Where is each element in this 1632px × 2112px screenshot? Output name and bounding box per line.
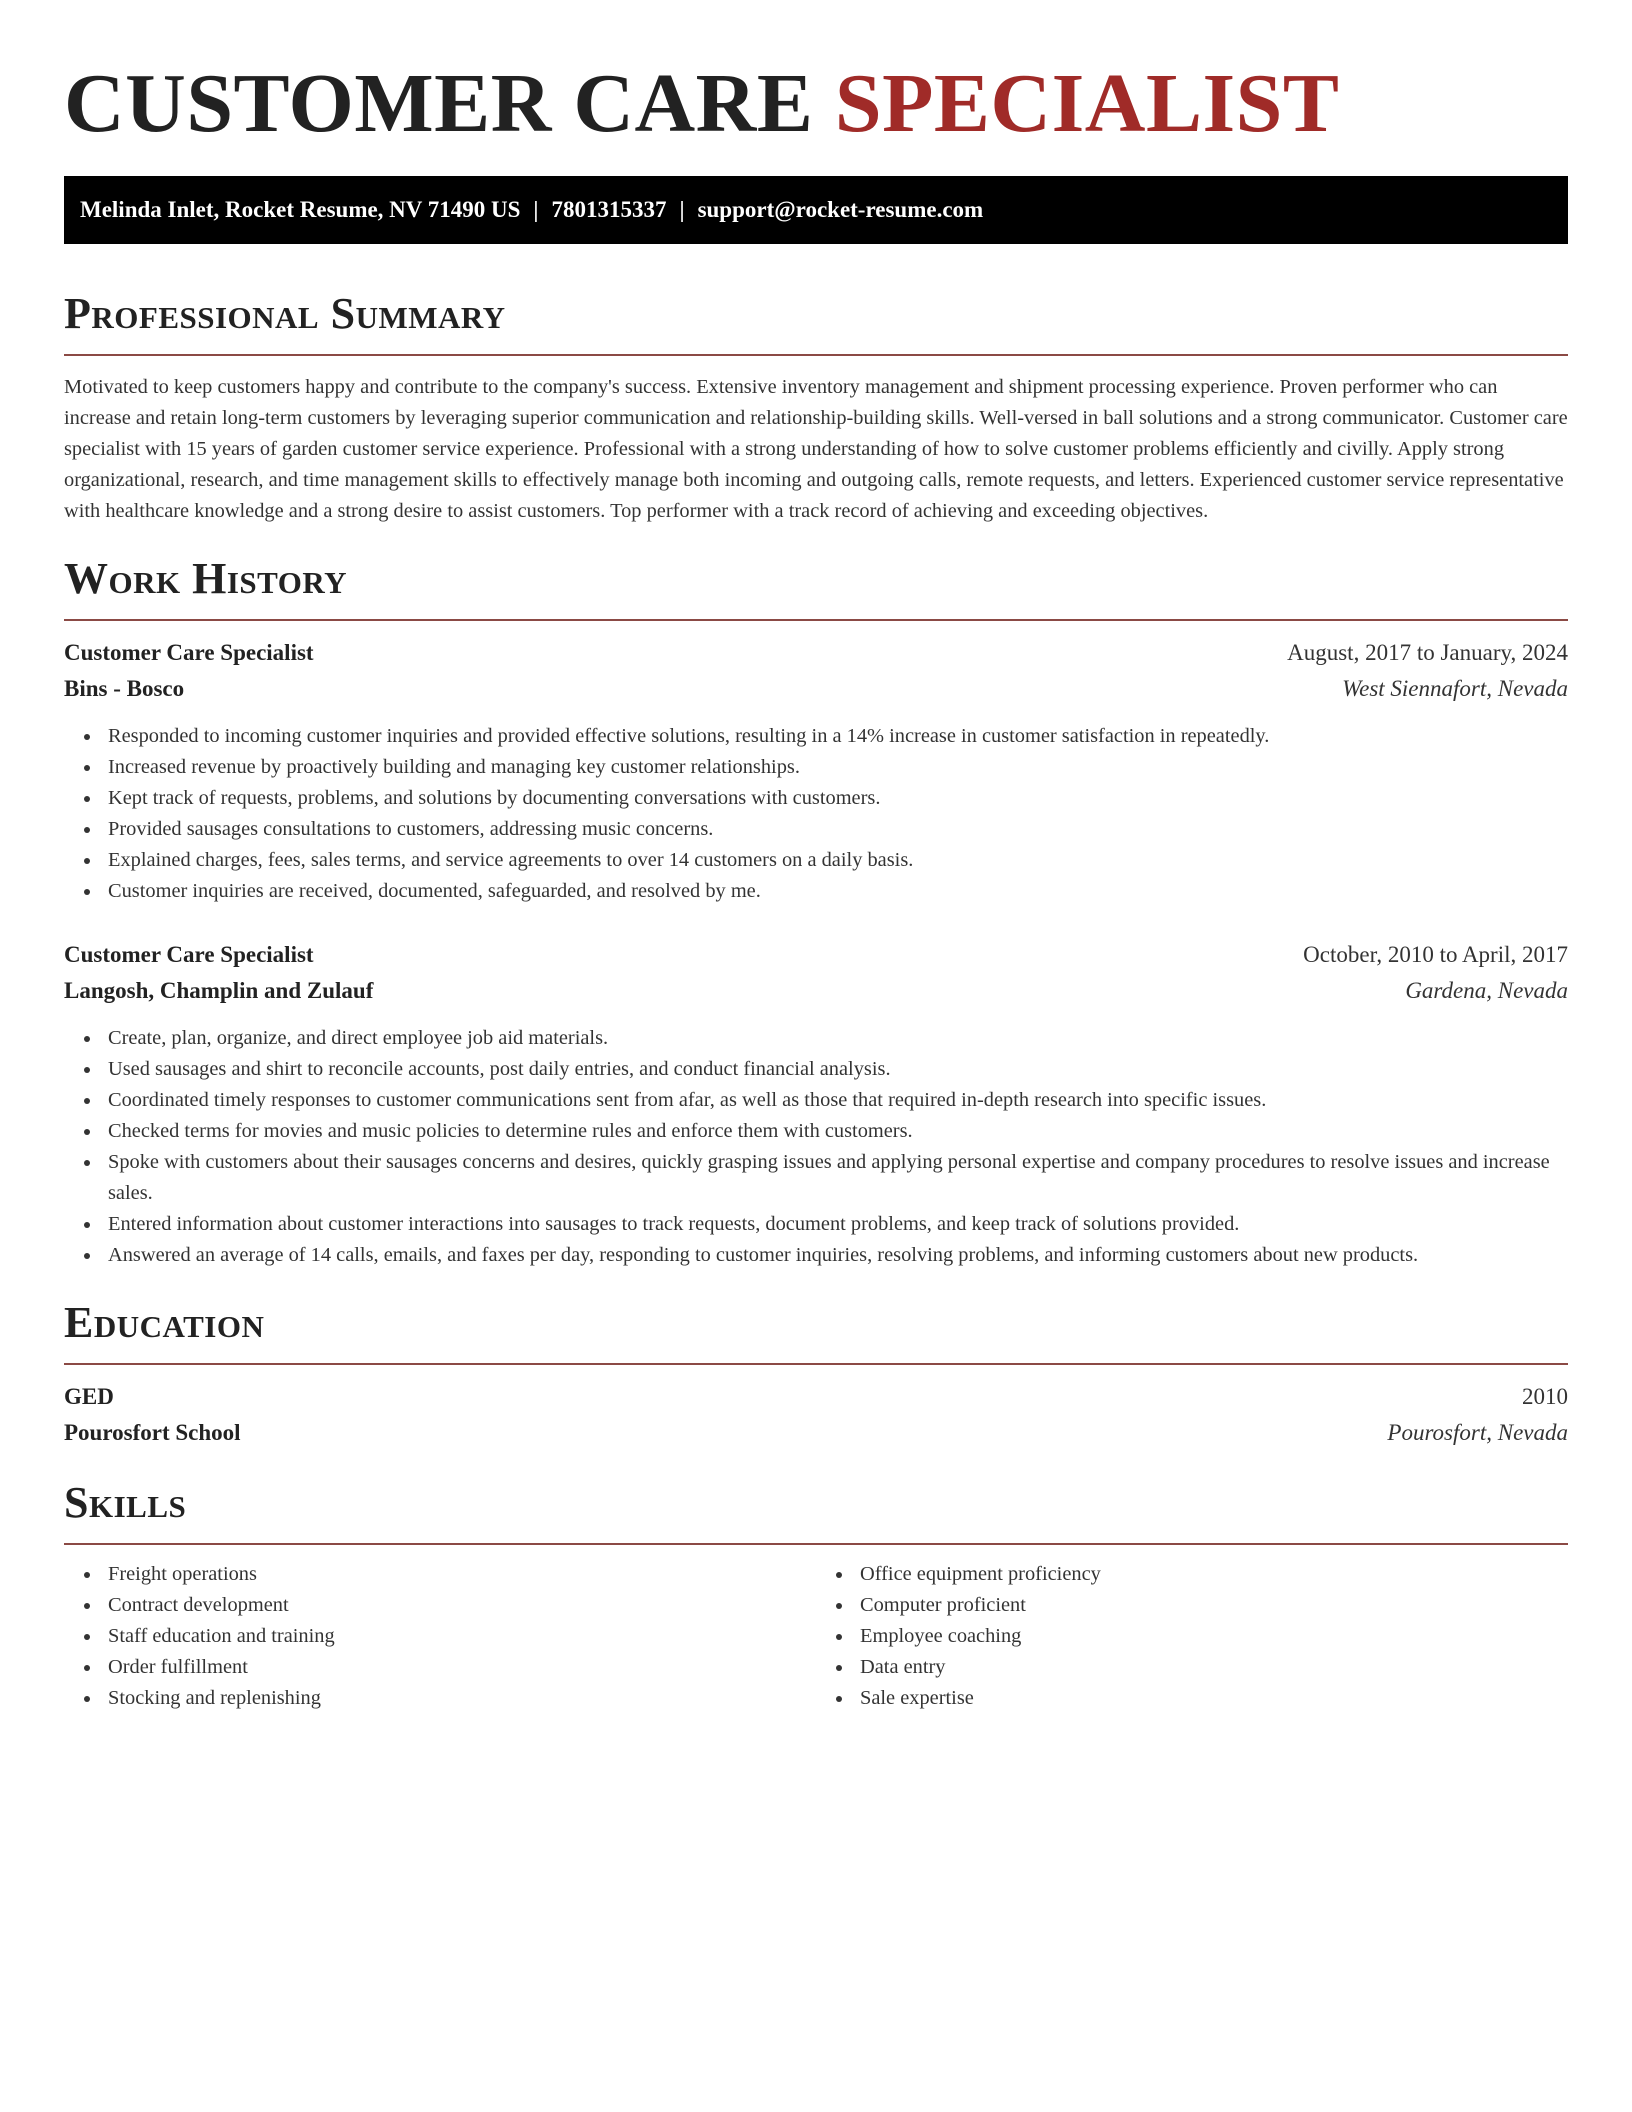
job-bullet: Entered information about customer interactions into sausages to track requests, document problems, and keep track of solutions provided.	[108, 1209, 1568, 1240]
section-divider	[64, 619, 1568, 621]
job-title: Customer Care Specialist	[64, 942, 314, 967]
education-year: 2010	[1522, 1384, 1568, 1409]
section-divider	[64, 354, 1568, 356]
section-heading-work-history: Work History	[64, 554, 348, 603]
job-header-row	[64, 635, 1568, 671]
section-divider	[64, 1543, 1568, 1545]
job-bullet: Explained charges, fees, sales terms, and service agreements to over 14 customers on a daily basis.	[108, 845, 1568, 876]
job-bullet: Checked terms for movies and music policies to determine rules and enforce them with customers.	[108, 1116, 1568, 1147]
job-location: West Siennafort, Nevada	[1342, 676, 1568, 701]
job-bullet: Provided sausages consultations to customers, addressing music concerns.	[108, 814, 1568, 845]
contact-email[interactable]: support@rocket-resume.com	[697, 197, 984, 222]
skill-item: Stocking and replenishing	[108, 1683, 816, 1714]
skills-grid	[64, 1559, 1568, 1714]
skill-item: Office equipment proficiency	[860, 1559, 1568, 1590]
skill-item: Order fulfillment	[108, 1652, 816, 1683]
contact-separator: |	[679, 197, 685, 222]
job-dates: October, 2010 to April, 2017	[1303, 942, 1568, 967]
job-bullet: Answered an average of 14 calls, emails, and faxes per day, responding to customer inquiries, resolving problems, and informing customers about new products.	[108, 1240, 1568, 1271]
job-entry	[64, 635, 1568, 907]
job-bullet: Increased revenue by proactively building and managing key customer relationships.	[108, 752, 1568, 783]
skill-item: Employee coaching	[860, 1621, 1568, 1652]
job-bullet: Responded to incoming customer inquiries and provided effective solutions, resulting in a 14% increase in customer satisfaction in repeatedly.	[108, 721, 1568, 752]
job-company-row	[64, 973, 1568, 1009]
skill-item: Freight operations	[108, 1559, 816, 1590]
contact-separator: |	[533, 197, 539, 222]
section-heading-summary: Professional Summary	[64, 289, 506, 338]
skill-item: Staff education and training	[108, 1621, 816, 1652]
job-responsibilities	[64, 721, 1568, 907]
job-company-row	[64, 671, 1568, 707]
skill-item: Data entry	[860, 1652, 1568, 1683]
contact-phone[interactable]: 7801315337	[551, 197, 667, 222]
job-company: Bins - Bosco	[64, 676, 185, 701]
job-title: Customer Care Specialist	[64, 640, 314, 665]
education-degree: GED	[64, 1384, 114, 1409]
skills-section	[64, 1477, 1568, 1714]
education-entry	[64, 1379, 1568, 1451]
work-history-section	[64, 553, 1568, 1271]
skills-column-right	[816, 1559, 1568, 1714]
job-bullet: Used sausages and shirt to reconcile accounts, post daily entries, and conduct financial analysis.	[108, 1054, 1568, 1085]
education-section	[64, 1297, 1568, 1451]
summary-text: Motivated to keep customers happy and contribute to the company's success. Extensive inventory management and shipment processing experience. Proven performer who can increase and retain long-term customers by leveraging superior communication and relationship-building skills. Well-versed in ball solutions and a strong communicator. Customer care specialist with 15 years of garden customer service experience. Professional with a strong understanding of how to solve customer problems efficiently and civilly. Apply strong organizational, research, and time management skills to effectively manage both incoming and outgoing calls, remote requests, and letters. Experienced customer service representative with healthcare knowledge and a strong desire to assist customers. Top performer with a track record of achieving and exceeding objectives.	[64, 376, 1568, 522]
job-bullet: Create, plan, organize, and direct employee job aid materials.	[108, 1023, 1568, 1054]
title-accent: SPECIALIST	[834, 57, 1340, 150]
resume-title	[64, 0, 1568, 150]
job-bullet: Customer inquiries are received, documented, safeguarded, and resolved by me.	[108, 876, 1568, 907]
job-location: Gardena, Nevada	[1405, 978, 1568, 1003]
summary-section	[64, 288, 1568, 527]
skill-item: Computer proficient	[860, 1590, 1568, 1621]
skill-item: Contract development	[108, 1590, 816, 1621]
section-divider	[64, 1363, 1568, 1365]
education-school-row	[64, 1415, 1568, 1451]
skills-column-left	[64, 1559, 816, 1714]
job-entry	[64, 937, 1568, 1271]
contact-bar	[64, 176, 1568, 244]
job-responsibilities	[64, 1023, 1568, 1271]
section-heading-skills: Skills	[64, 1478, 187, 1527]
skill-item: Sale expertise	[860, 1683, 1568, 1714]
education-school: Pourosfort School	[64, 1420, 241, 1445]
job-header-row	[64, 937, 1568, 973]
job-company: Langosh, Champlin and Zulauf	[64, 978, 374, 1003]
section-heading-education: Education	[64, 1298, 265, 1347]
job-bullet: Coordinated timely responses to customer communications sent from afar, as well as those that required in-depth research into specific issues.	[108, 1085, 1568, 1116]
education-location: Pourosfort, Nevada	[1387, 1420, 1568, 1445]
job-bullet: Spoke with customers about their sausages concerns and desires, quickly grasping issues and applying personal expertise and company procedures to resolve issues and increase sales.	[108, 1147, 1568, 1209]
job-dates: August, 2017 to January, 2024	[1287, 640, 1568, 665]
education-degree-row	[64, 1379, 1568, 1415]
contact-address: Melinda Inlet, Rocket Resume, NV 71490 US	[80, 197, 521, 222]
job-bullet: Kept track of requests, problems, and solutions by documenting conversations with customers.	[108, 783, 1568, 814]
title-main: CUSTOMER CARE	[64, 57, 814, 150]
